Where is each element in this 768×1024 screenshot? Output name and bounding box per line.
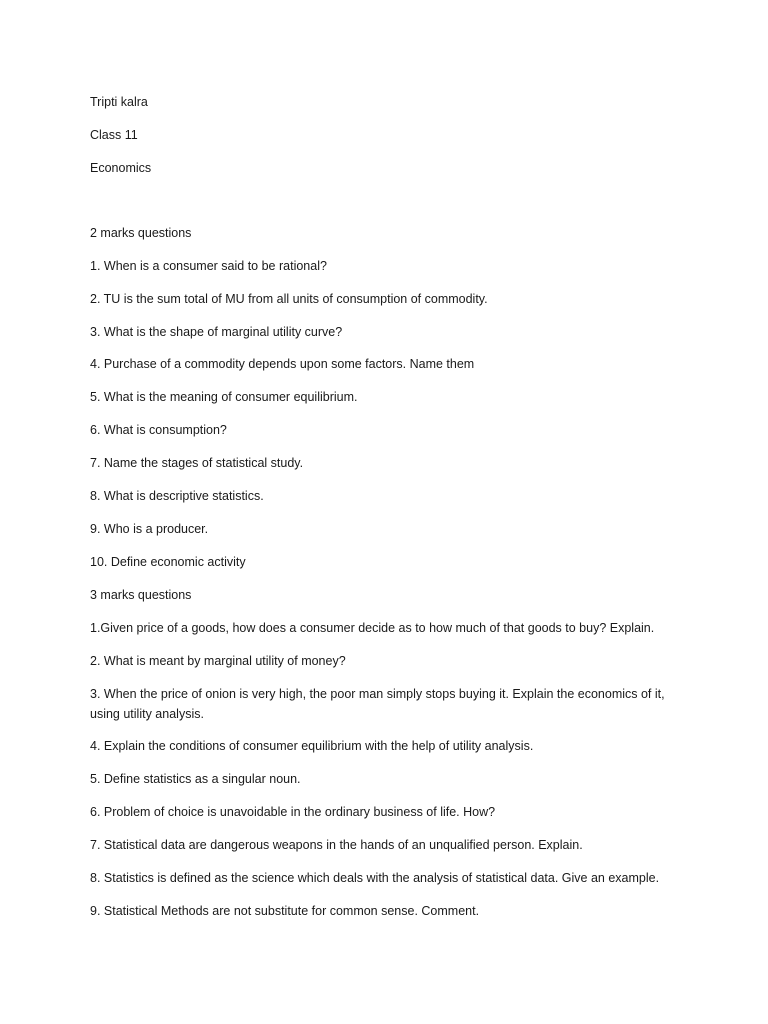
question-2m-7: 7. Name the stages of statistical study. bbox=[90, 456, 304, 470]
question-2m-4: 4. Purchase of a commodity depends upon some factors. Name them bbox=[90, 357, 475, 371]
question-2m-8: 8. What is descriptive statistics. bbox=[90, 489, 264, 503]
question-3m-5: 5. Define statistics as a singular noun. bbox=[90, 772, 301, 786]
question-3m-8: 8. Statistics is defined as the science which deals with the analysis of statistical data. Give an example. bbox=[90, 871, 660, 885]
class-label: Class 11 bbox=[90, 128, 138, 142]
question-3m-3: 3. When the price of onion is very high, the poor man simply stops buying it. Explain the economics of it, using utility analysis. bbox=[90, 687, 665, 721]
student-name: Tripti kalra bbox=[90, 95, 148, 109]
question-3m-6: 6. Problem of choice is unavoidable in the ordinary business of life. How? bbox=[90, 805, 496, 819]
question-2m-2: 2. TU is the sum total of MU from all units of consumption of commodity. bbox=[90, 292, 488, 306]
question-2m-9: 9. Who is a producer. bbox=[90, 522, 209, 536]
section-heading-2-marks: 2 marks questions bbox=[90, 226, 192, 240]
question-3m-4: 4. Explain the conditions of consumer equilibrium with the help of utility analysis. bbox=[90, 739, 534, 753]
question-3m-9: 9. Statistical Methods are not substitute for common sense. Comment. bbox=[90, 904, 480, 918]
question-2m-6: 6. What is consumption? bbox=[90, 423, 227, 437]
question-3m-2: 2. What is meant by marginal utility of money? bbox=[90, 654, 346, 668]
question-2m-5: 5. What is the meaning of consumer equilibrium. bbox=[90, 390, 358, 404]
subject-label: Economics bbox=[90, 161, 152, 175]
question-2m-3: 3. What is the shape of marginal utility curve? bbox=[90, 325, 343, 339]
question-3m-7: 7. Statistical data are dangerous weapons in the hands of an unqualified person. Explain. bbox=[90, 838, 583, 852]
question-2m-10: 10. Define economic activity bbox=[90, 555, 246, 569]
section-heading-3-marks: 3 marks questions bbox=[90, 588, 192, 602]
question-2m-1: 1. When is a consumer said to be rational? bbox=[90, 259, 327, 273]
question-3m-1: 1.Given price of a goods, how does a consumer decide as to how much of that goods to buy? Explain. bbox=[90, 621, 655, 635]
